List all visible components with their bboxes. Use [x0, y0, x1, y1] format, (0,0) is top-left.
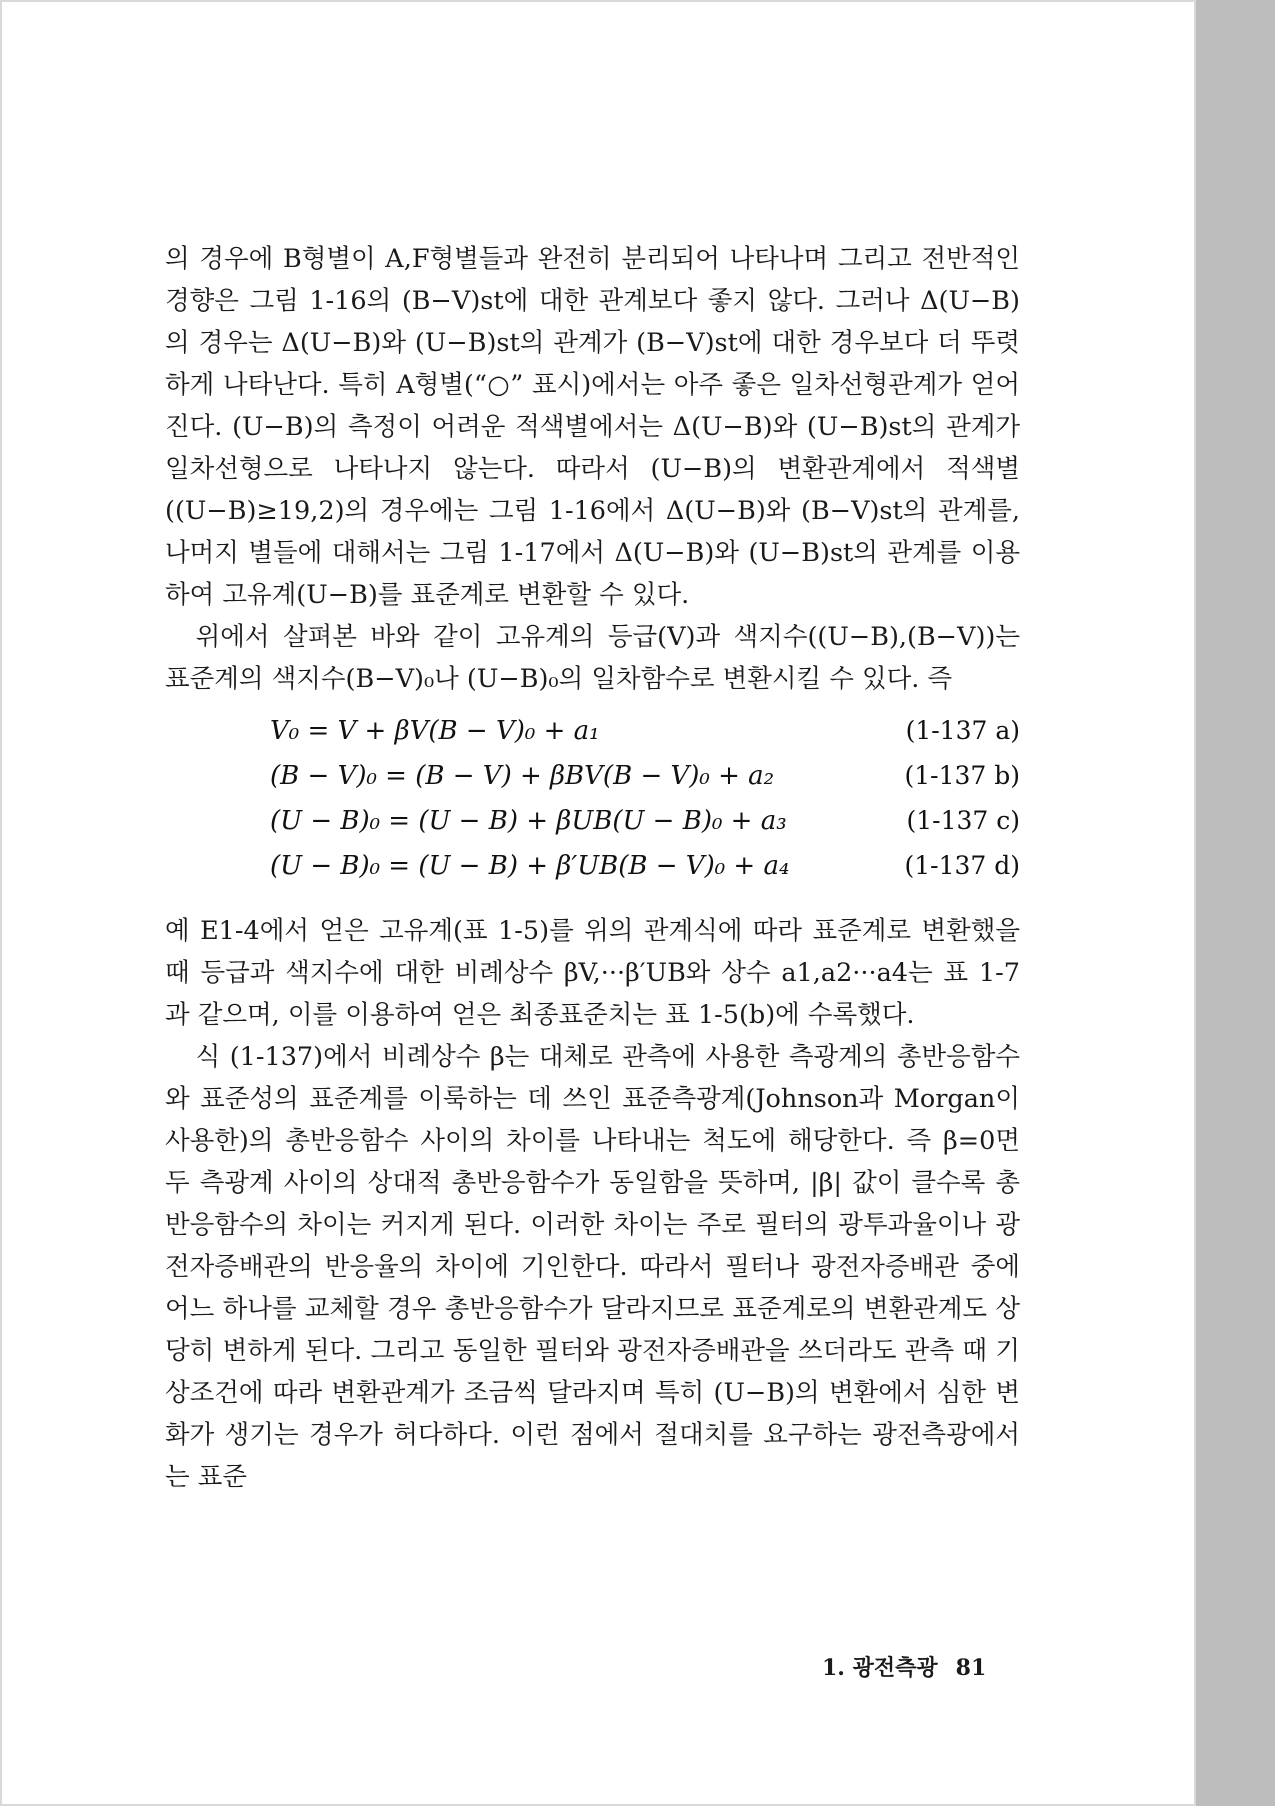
chapter-title: 1. 광전측광 — [822, 1655, 938, 1681]
equation-row — [165, 710, 1020, 752]
equation-row — [165, 800, 1020, 842]
equation-row — [165, 845, 1020, 887]
paragraph-2: 위에서 살펴본 바와 같이 고유계의 등급(V)과 색지수((U−B),(B−V))는 표준계의 색지수(B−V)₀나 (U−B)₀의 일차함수로 변환시킬 수 있다. 즉 — [165, 622, 1020, 694]
page-number: 81 — [955, 1655, 987, 1681]
equation: V₀ = V + βV(B − V)₀ + a₁ — [270, 716, 600, 746]
equation-number: (1-137 c) — [906, 806, 1020, 835]
equation: (B − V)₀ = (B − V) + βBV(B − V)₀ + a₂ — [270, 761, 775, 791]
equation-block — [165, 710, 1020, 888]
page-edge-shadow — [1196, 0, 1275, 1806]
paragraph-4: 식 (1-137)에서 비례상수 β는 대체로 관측에 사용한 측광계의 총반응함수와 표준성의 표준계를 이룩하는 데 쓰인 표준측광계(Johnson과 Morgan이 사용한)의 총반응함수 사이의 차이를 나타내는 척도에 해당한다. 즉 β=0면 두 측광계 사이의 상대적 총반응함수가 동일함을 뜻하며, |β| 값이 클수록 총반응함수의 차이는 커지게 된다. 이러한 차이는 주로 필터의 광투과율이나 광전자증배관의 반응율의 차이에 기인한다. 따라서 필터나 광전자증배관 중에 어느 하나를 교체할 경우 총반응함수가 달라지므로 표준계로의 변환관계도 상당히 변하게 된다. 그리고 동일한 필터와 광전자증배관을 쓰더라도 관측 때 기상조건에 따라 변환관계가 조금씩 달라지며 특히 (U−B)의 변환에서 심한 변화가 생기는 경우가 허다하다. 이런 점에서 절대치를 요구하는 광전측광에서는 표준 — [165, 1042, 1020, 1492]
equation-number: (1-137 b) — [904, 761, 1020, 790]
equation: (U − B)₀ = (U − B) + βUB(U − B)₀ + a₃ — [270, 806, 787, 836]
paragraph-1: 의 경우에 B형별이 A,F형별들과 완전히 분리되어 나타나며 그리고 전반적인 경향은 그림 1-16의 (B−V)st에 대한 관계보다 좋지 않다. 그러나 Δ(U−B)의 경우는 Δ(U−B)와 (U−B)st의 관계가 (B−V)st에 대한 경우보다 더 뚜렷하게 나타난다. 특히 A형별(“○” 표시)에서는 아주 좋은 일차선형관계가 얻어진다. (U−B)의 측정이 어려운 적색별에서는 Δ(U−B)와 (U−B)st의 관계가 일차선형으로 나타나지 않는다. 따라서 (U−B)의 변환관계에서 적색별 ((U−B)≥19,2)의 경우에는 그림 1-16에서 Δ(U−B)와 (B−V)st의 관계를, 나머지 별들에 대해서는 그림 1-17에서 Δ(U−B)와 (U−B)st의 관계를 이용하여 고유계(U−B)를 표준계로 변환할 수 있다. — [165, 244, 1020, 610]
paragraph-3: 예 E1-4에서 얻은 고유계(표 1-5)를 위의 관계식에 따라 표준계로 변환했을 때 등급과 색지수에 대한 비례상수 βV,···β′UB와 상수 a1,a2···a4는 표 1-7과 같으며, 이를 이용하여 얻은 최종표준치는 표 1-5(b)에 수록했다. — [165, 916, 1020, 1030]
equation-number: (1-137 a) — [905, 716, 1020, 745]
equation-number: (1-137 d) — [904, 851, 1020, 880]
equation-row — [165, 755, 1020, 797]
body-text — [165, 238, 1020, 1498]
page-footer — [822, 1651, 1022, 1682]
equation: (U − B)₀ = (U − B) + β′UB(B − V)₀ + a₄ — [270, 851, 790, 881]
